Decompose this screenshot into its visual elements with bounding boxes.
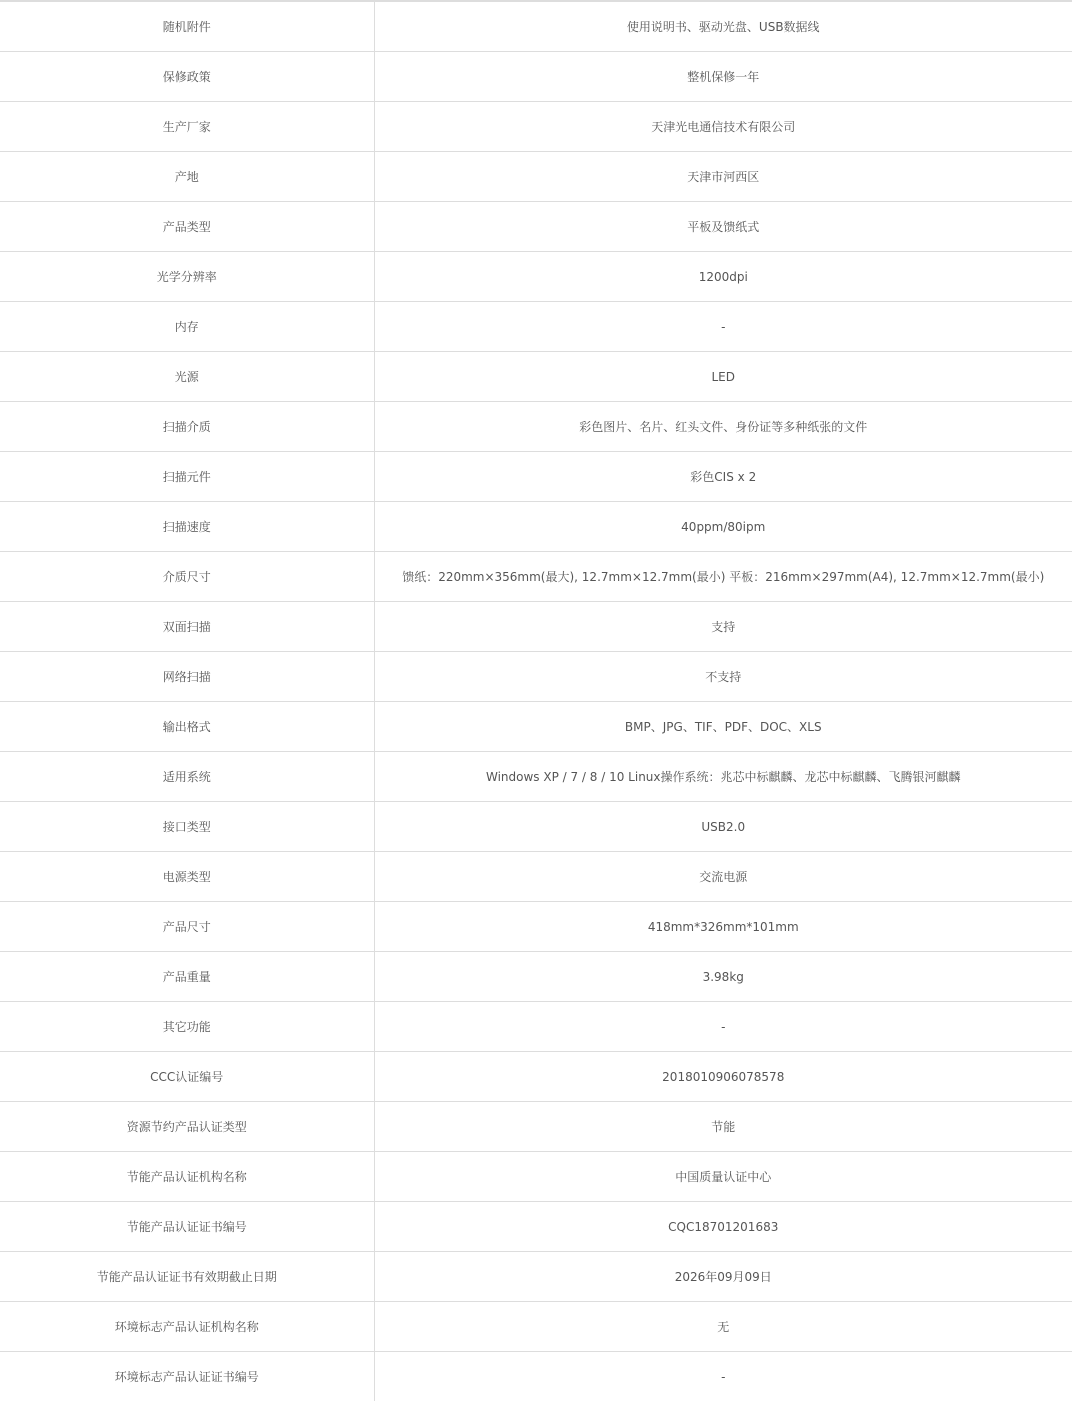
spec-label: 环境标志产品认证证书编号 [0, 1352, 374, 1401]
spec-value: 2018010906078578 [374, 1052, 1072, 1102]
spec-value: USB2.0 [374, 802, 1072, 852]
spec-label: 产品重量 [0, 952, 374, 1002]
spec-row [0, 1002, 1072, 1052]
spec-row [0, 302, 1072, 352]
spec-value: 不支持 [374, 652, 1072, 702]
spec-row [0, 252, 1072, 302]
spec-row [0, 1302, 1072, 1352]
spec-value: 使用说明书、驱动光盘、USB数据线 [374, 1, 1072, 52]
spec-value: - [721, 1369, 726, 1384]
spec-row [0, 402, 1072, 452]
spec-row [0, 202, 1072, 252]
spec-label: 光学分辨率 [0, 252, 374, 302]
spec-label: 其它功能 [0, 1002, 374, 1052]
spec-label: 输出格式 [0, 702, 374, 752]
spec-row [0, 1052, 1072, 1102]
spec-value: 交流电源 [374, 852, 1072, 902]
spec-row [0, 802, 1072, 852]
spec-label: 光源 [0, 352, 374, 402]
spec-value: - [374, 302, 1072, 352]
spec-label: 节能产品认证证书有效期截止日期 [0, 1252, 374, 1302]
spec-label: 接口类型 [0, 802, 374, 852]
spec-value: 整机保修一年 [374, 52, 1072, 102]
spec-value: 天津市河西区 [374, 152, 1072, 202]
spec-row [0, 552, 1072, 602]
spec-value: - [374, 1002, 1072, 1052]
spec-label: 产品类型 [0, 202, 374, 252]
spec-value: 418mm*326mm*101mm [374, 902, 1072, 952]
spec-value: LED [374, 352, 1072, 402]
spec-label: 产地 [0, 152, 374, 202]
spec-label: 节能产品认证机构名称 [0, 1152, 374, 1202]
spec-value: 馈纸：220mm×356mm(最大), 12.7mm×12.7mm(最小) 平板：216mm×297mm(A4), 12.7mm×12.7mm(最小) [374, 552, 1072, 602]
spec-label: 网络扫描 [0, 652, 374, 702]
spec-row [0, 1352, 1072, 1401]
spec-label: 扫描介质 [0, 402, 374, 452]
spec-row [0, 902, 1072, 952]
spec-value: 中国质量认证中心 [374, 1152, 1072, 1202]
spec-row [0, 602, 1072, 652]
spec-row [0, 1202, 1072, 1252]
spec-label: 随机附件 [0, 1, 374, 52]
spec-row [0, 102, 1072, 152]
spec-value: Windows XP / 7 / 8 / 10 Linux操作系统：兆芯中标麒麟、龙芯中标麒麟、飞腾银河麒麟 [374, 752, 1072, 802]
spec-value: 节能 [374, 1102, 1072, 1152]
spec-label: 节能产品认证证书编号 [0, 1202, 374, 1252]
spec-value: 彩色CIS x 2 [374, 452, 1072, 502]
spec-label: 生产厂家 [0, 102, 374, 152]
spec-value: 40ppm/80ipm [374, 502, 1072, 552]
spec-value: 3.98kg [374, 952, 1072, 1002]
spec-value: 1200dpi [374, 252, 1072, 302]
spec-label: 双面扫描 [0, 602, 374, 652]
spec-row [0, 52, 1072, 102]
spec-label: 资源节约产品认证类型 [0, 1102, 374, 1152]
spec-value: 支持 [374, 602, 1072, 652]
spec-row [0, 452, 1072, 502]
spec-row [0, 852, 1072, 902]
spec-label: 扫描元件 [0, 452, 374, 502]
spec-row [0, 152, 1072, 202]
spec-value: 平板及馈纸式 [374, 202, 1072, 252]
spec-label: 介质尺寸 [0, 552, 374, 602]
spec-label: 扫描速度 [0, 502, 374, 552]
spec-row [0, 1152, 1072, 1202]
spec-label: 适用系统 [0, 752, 374, 802]
spec-label: CCC认证编号 [0, 1052, 374, 1102]
spec-row [0, 652, 1072, 702]
spec-label: 产品尺寸 [0, 902, 374, 952]
spec-label: 内存 [0, 302, 374, 352]
spec-value: 无 [374, 1302, 1072, 1352]
spec-value: 彩色图片、名片、红头文件、身份证等多种纸张的文件 [374, 402, 1072, 452]
spec-table-body [0, 1, 1072, 1401]
spec-label: 环境标志产品认证机构名称 [0, 1302, 374, 1352]
spec-row [0, 702, 1072, 752]
spec-value: 2026年09月09日 [374, 1252, 1072, 1302]
spec-row [0, 352, 1072, 402]
spec-row [0, 1102, 1072, 1152]
spec-label: 电源类型 [0, 852, 374, 902]
spec-row [0, 752, 1072, 802]
spec-value: CQC18701201683 [374, 1202, 1072, 1252]
spec-row [0, 1, 1072, 52]
spec-value: BMP、JPG、TIF、PDF、DOC、XLS [374, 702, 1072, 752]
spec-row [0, 502, 1072, 552]
spec-value: 天津光电通信技术有限公司 [374, 102, 1072, 152]
spec-row [0, 1252, 1072, 1302]
spec-row [0, 952, 1072, 1002]
spec-label: 保修政策 [0, 52, 374, 102]
